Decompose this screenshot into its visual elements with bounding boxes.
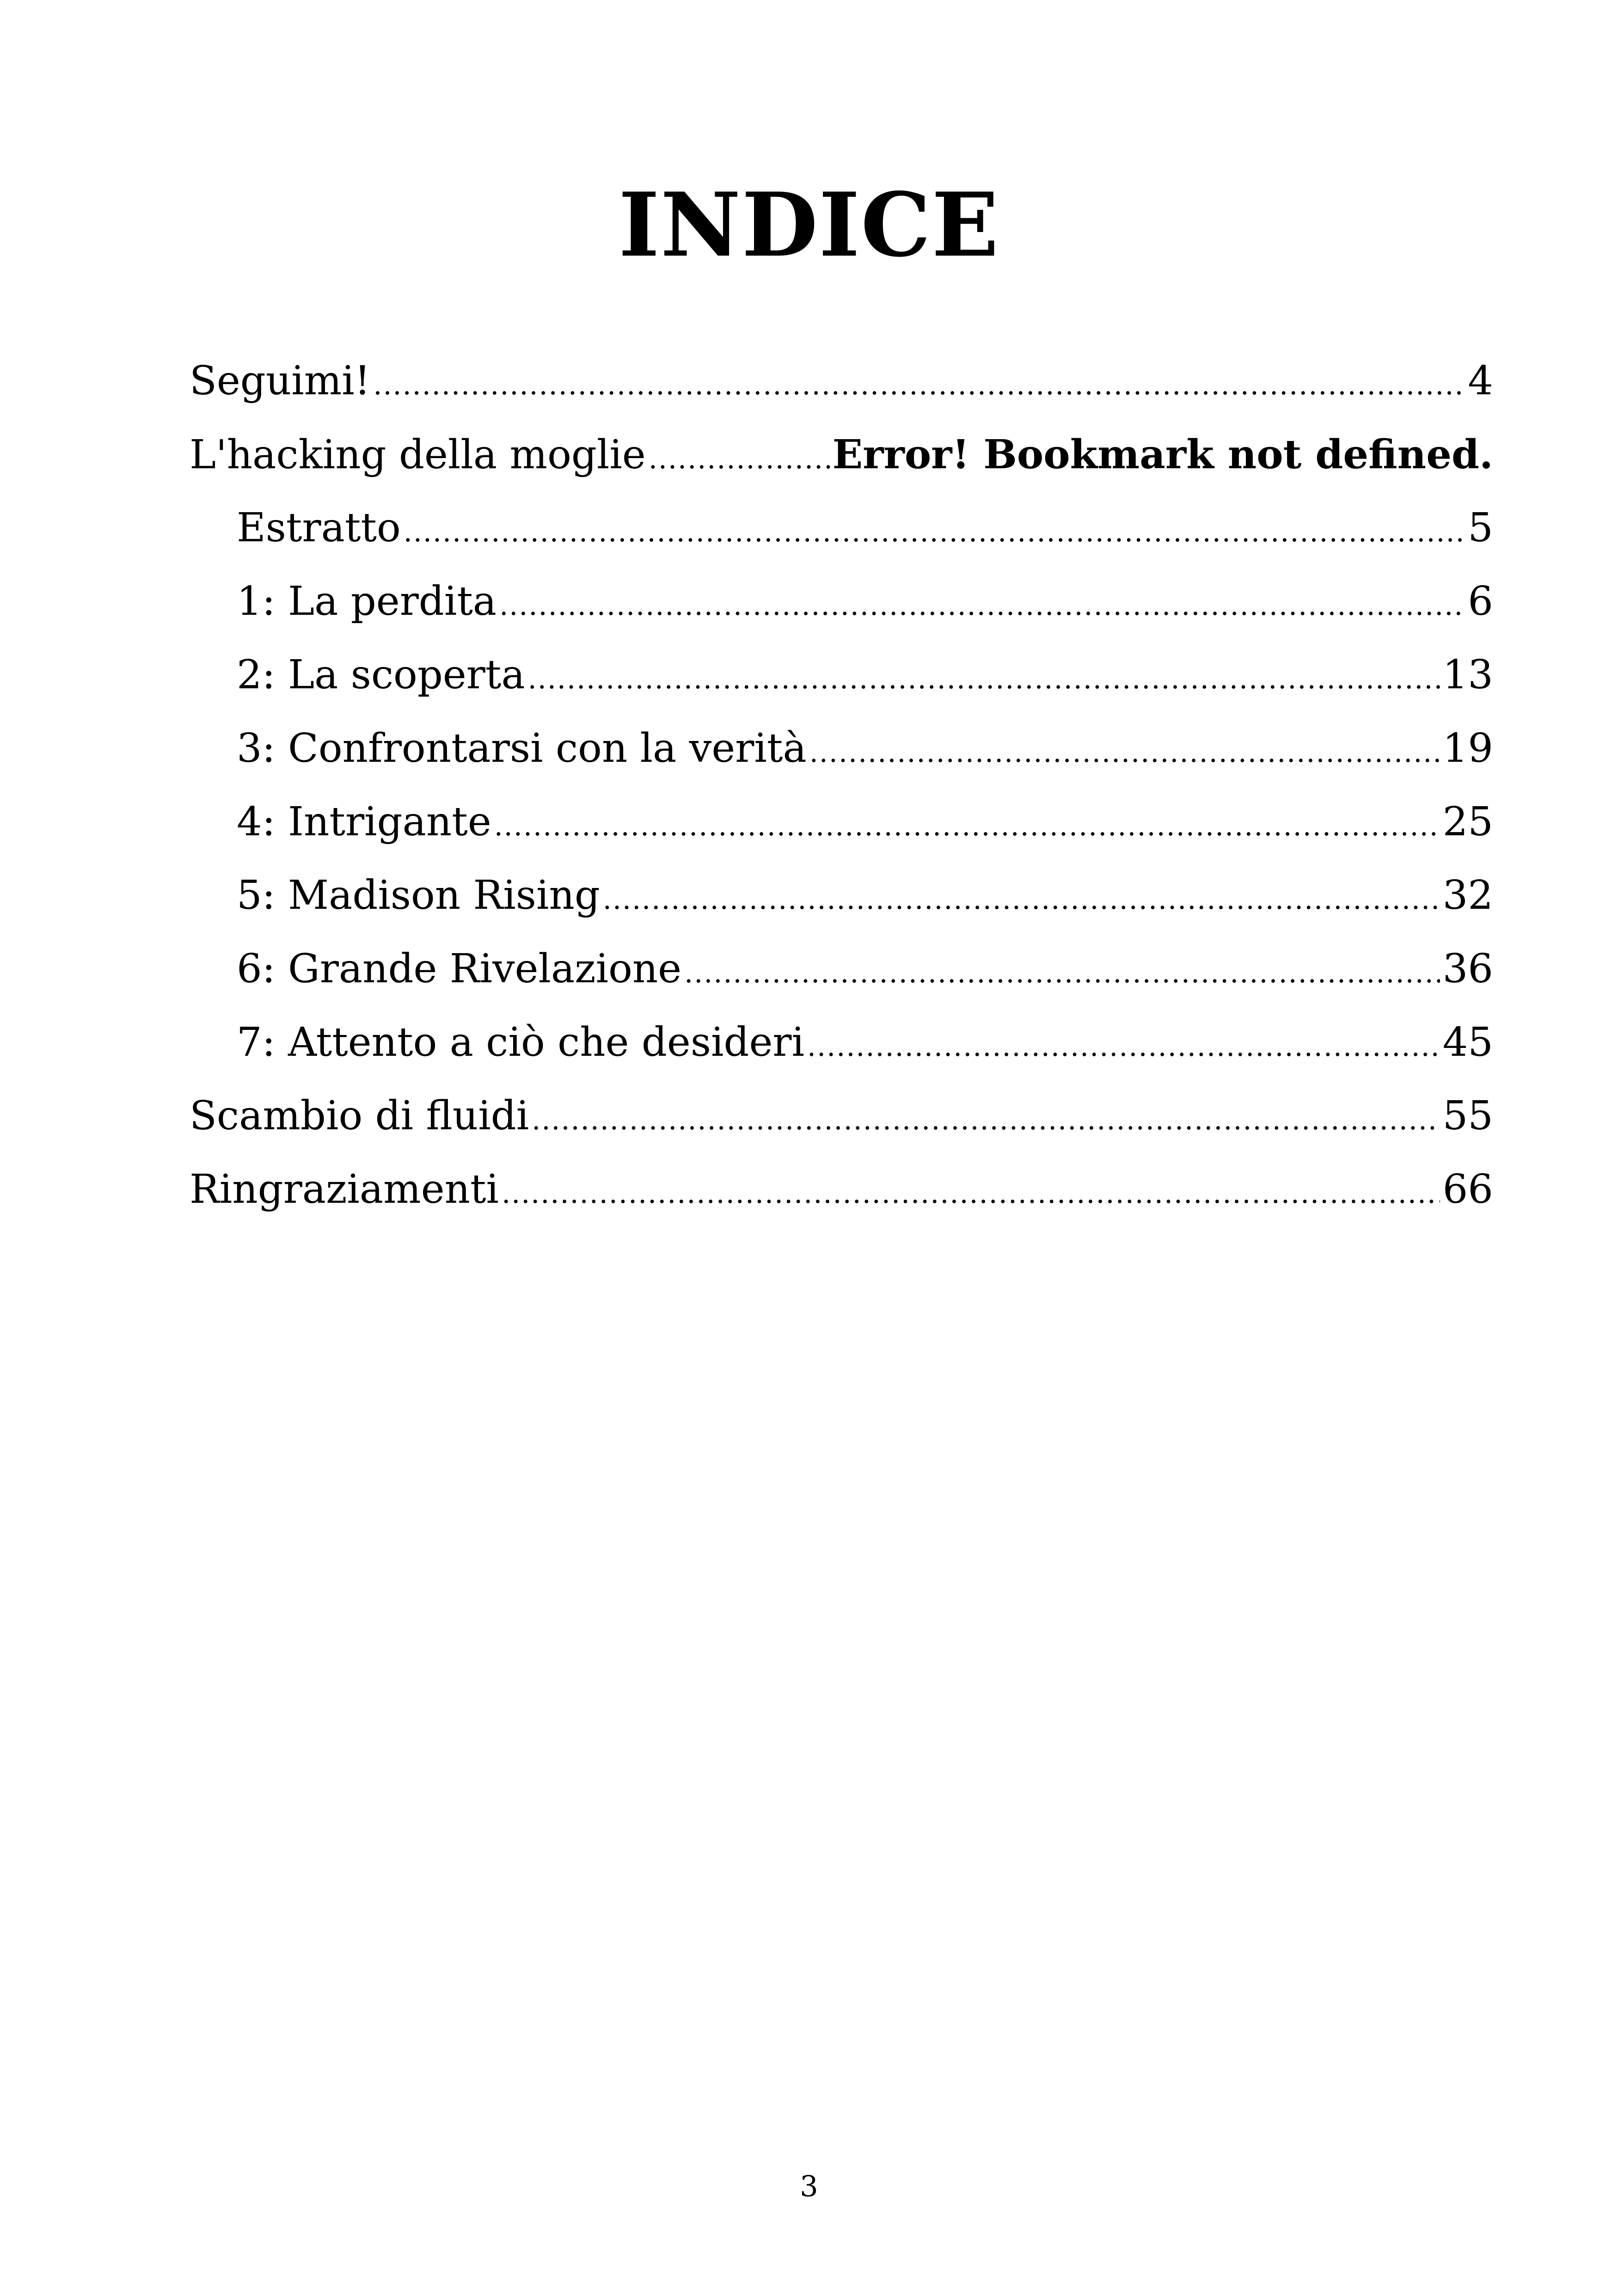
toc-entry-chapter-1[interactable] — [190, 565, 1493, 638]
table-of-contents — [190, 344, 1493, 1226]
toc-dot-leader — [809, 716, 1440, 790]
toc-entry-seguimi[interactable] — [190, 344, 1493, 418]
toc-entry-label: L'hacking della moglie — [190, 432, 646, 478]
toc-entry-label: 4: Intrigante — [237, 799, 491, 845]
toc-entry-label: 3: Confrontarsi con la verità — [237, 725, 807, 771]
toc-dot-leader — [684, 937, 1440, 1010]
toc-entry-label: 6: Grande Rivelazione — [237, 946, 682, 992]
toc-dot-leader — [373, 349, 1465, 422]
toc-entry-label: Estratto — [237, 505, 401, 551]
toc-dot-leader — [404, 496, 1465, 569]
toc-entry-label: 7: Attento a ciò che desideri — [237, 1019, 805, 1065]
toc-entry-page: 36 — [1442, 946, 1493, 992]
toc-entry-page: 13 — [1442, 652, 1493, 698]
toc-dot-leader — [532, 1084, 1440, 1157]
toc-entry-page-error: Error! Bookmark not defined. — [832, 431, 1493, 478]
toc-entry-page: 55 — [1442, 1093, 1493, 1139]
toc-entry-chapter-3[interactable] — [190, 712, 1493, 785]
toc-entry-ringraziamenti[interactable] — [190, 1153, 1493, 1226]
toc-dot-leader — [649, 422, 830, 496]
toc-entry-label: 1: La perdita — [237, 578, 497, 625]
toc-entry-label: Scambio di fluidi — [190, 1093, 529, 1139]
toc-entry-estratto[interactable] — [190, 491, 1493, 565]
toc-entry-label: Seguimi! — [190, 358, 371, 404]
toc-entry-chapter-7[interactable] — [190, 1006, 1493, 1079]
toc-entry-page: 19 — [1442, 725, 1493, 771]
toc-entry-label: Ringraziamenti — [190, 1166, 499, 1212]
toc-entry-hacking-della-moglie[interactable] — [190, 418, 1493, 491]
toc-entry-chapter-6[interactable] — [190, 932, 1493, 1006]
page-title: INDICE — [618, 173, 1000, 277]
toc-entry-chapter-5[interactable] — [190, 859, 1493, 932]
toc-dot-leader — [807, 1010, 1440, 1084]
toc-entry-page: 45 — [1442, 1019, 1493, 1065]
toc-entry-page: 4 — [1468, 358, 1493, 404]
toc-dot-leader — [494, 790, 1440, 863]
toc-entry-chapter-4[interactable] — [190, 785, 1493, 859]
toc-dot-leader — [502, 1157, 1440, 1231]
toc-dot-leader — [499, 569, 1465, 643]
toc-entry-label: 5: Madison Rising — [237, 872, 600, 918]
toc-entry-page: 6 — [1468, 578, 1493, 625]
toc-dot-leader — [603, 863, 1440, 937]
toc-entry-scambio-di-fluidi[interactable] — [190, 1079, 1493, 1153]
page-number: 3 — [800, 2169, 818, 2203]
toc-entry-chapter-2[interactable] — [190, 638, 1493, 712]
toc-entry-label: 2: La scoperta — [237, 652, 525, 698]
toc-entry-page: 25 — [1442, 799, 1493, 845]
toc-dot-leader — [528, 643, 1440, 716]
toc-entry-page: 32 — [1442, 872, 1493, 918]
toc-entry-page: 5 — [1468, 505, 1493, 551]
toc-entry-page: 66 — [1442, 1166, 1493, 1212]
